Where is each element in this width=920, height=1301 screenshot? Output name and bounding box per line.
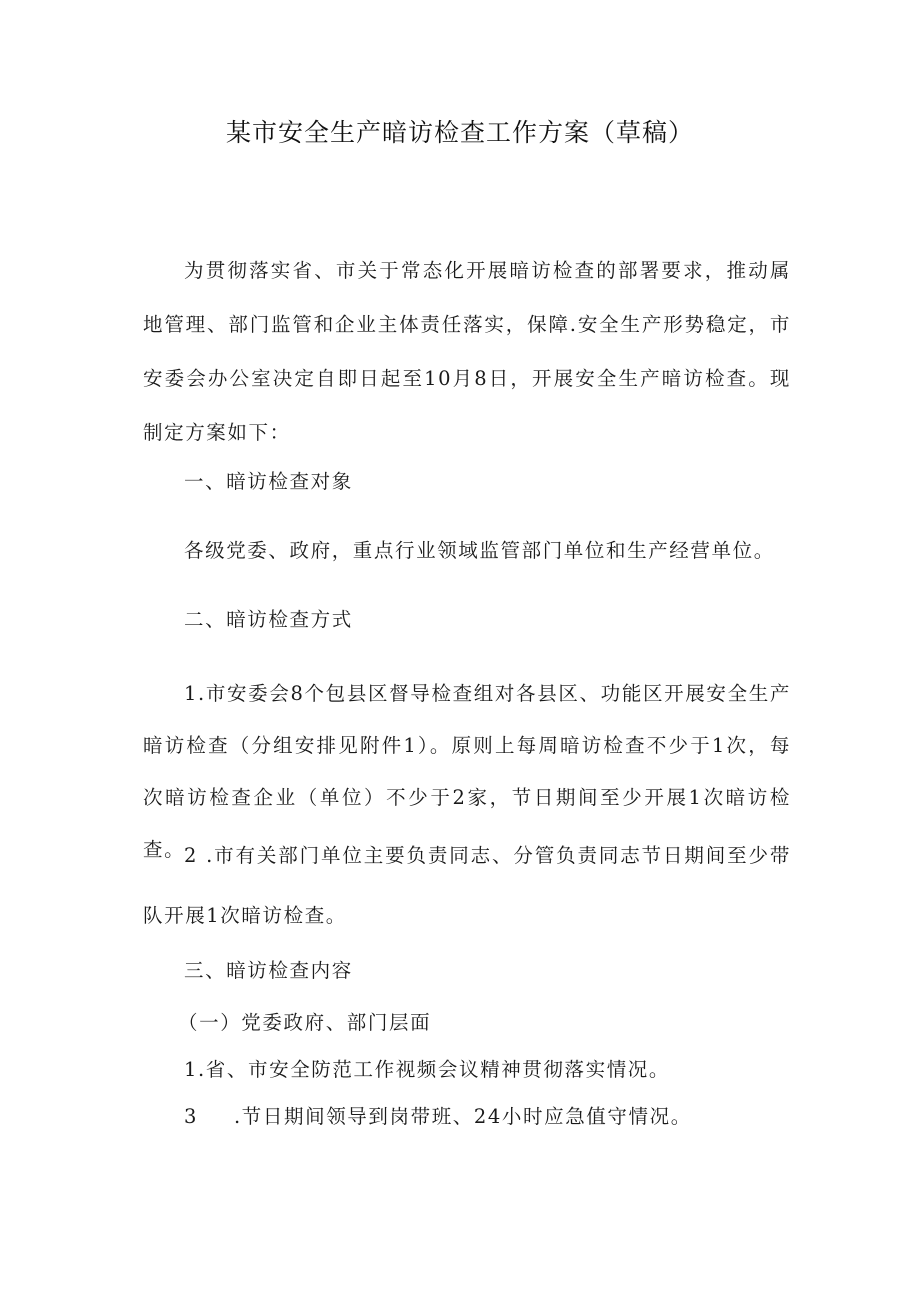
section-2-item-2: 2 .市有关部门单位主要负责同志、分管负责同志节日期间至少带队开展1次暗访检查。 <box>143 844 791 927</box>
section-2-heading: 二、暗访检查方式 <box>184 608 353 631</box>
section-3-item-3-number: 3 <box>184 1105 199 1128</box>
section-3-item-3 <box>184 1097 692 1137</box>
section-2-item-1: 1.市安委会8个包县区督导检查组对各县区、功能区开展安全生产暗访检查（分组安排见附件1）。原则上每周暗访检查不少于1次，每次暗访检查企业（单位）不少于2家，节日期间至少开展1次暗访检查。 <box>143 682 791 861</box>
section-1-body: 各级党委、政府，重点行业领域监管部门单位和生产经营单位。 <box>184 539 775 562</box>
section-1-heading: 一、暗访检查对象 <box>184 470 353 493</box>
section-3-item-3-text: .节日期间领导到岗带班、24小时应急值守情况。 <box>234 1105 692 1128</box>
document-title: 某市安全生产暗访检查工作方案（草稿） <box>225 118 694 147</box>
section-3-item-1: 1.省、市安全防范工作视频会议精神贯彻落实情况。 <box>184 1058 671 1081</box>
intro-paragraph: 为贯彻落实省、市关于常态化开展暗访检查的部署要求，推动属地管理、部门监管和企业主体责任落实，保障.安全生产形势稳定，市安委会办公室决定自即日起至10月8日，开展安全生产暗访检查。现制定方案如下： <box>143 259 791 444</box>
section-3-subheading-1: （一）党委政府、部门层面 <box>178 1011 432 1034</box>
section-3-heading: 三、暗访检查内容 <box>184 959 353 982</box>
